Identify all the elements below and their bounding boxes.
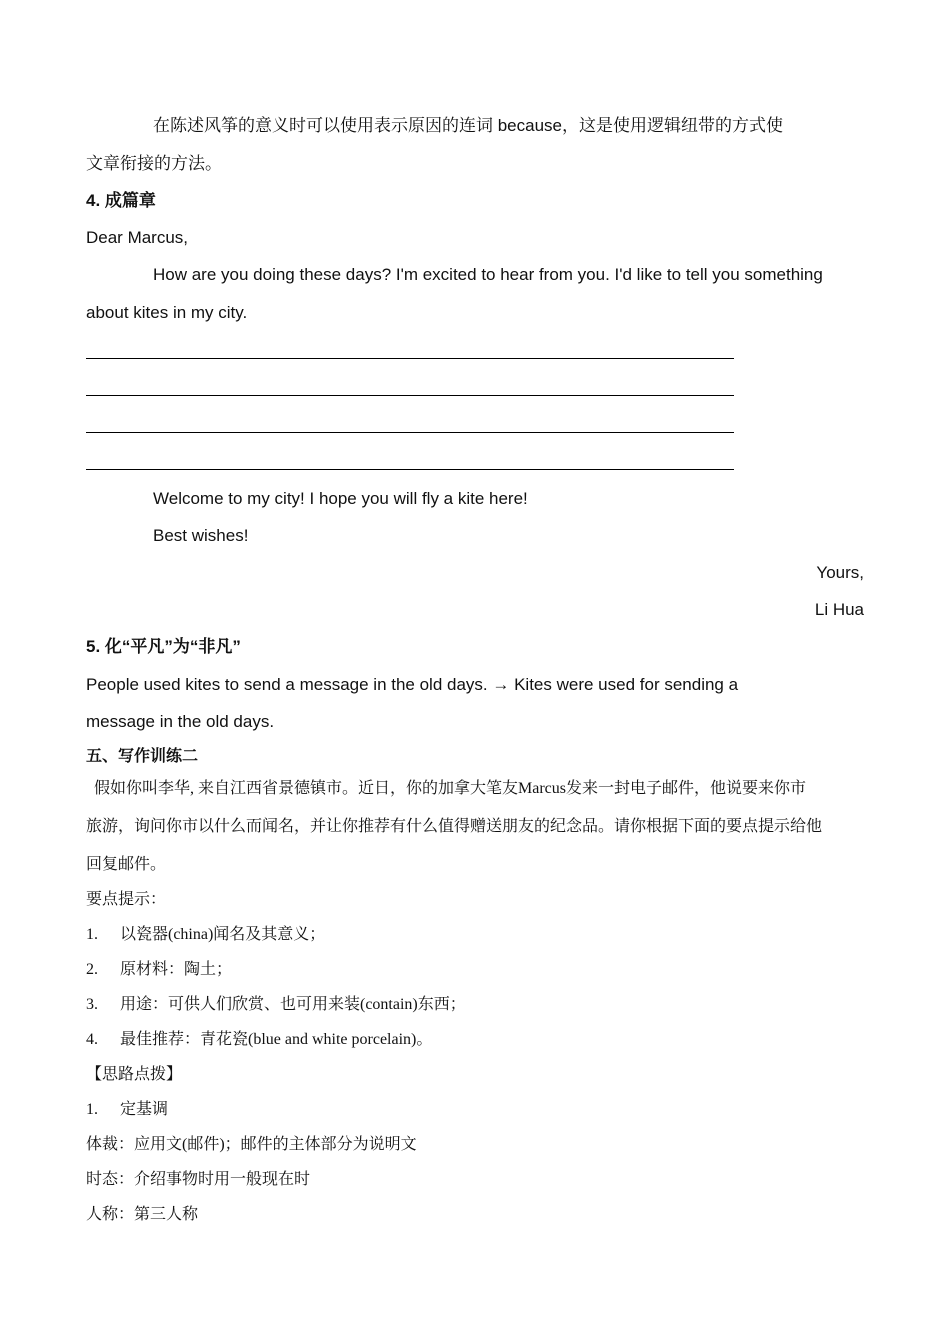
intro-line-2: 文章衔接的方法。: [86, 154, 222, 173]
writing-blank-line[interactable]: [86, 395, 734, 396]
step-text: 定基调: [120, 1101, 169, 1118]
letter-signature-name: Li Hua: [814, 600, 864, 619]
section-5-heading: 5. 化“平凡”为“非凡”: [86, 637, 241, 656]
letter-body-line-1: How are you doing these days? I'm excited to hear from you. I'd like to tell you something: [153, 265, 823, 284]
point-item: [86, 993, 466, 1017]
training-heading: 五、写作训练二: [86, 748, 199, 765]
point-number: 1.: [86, 926, 98, 943]
step-item: [86, 1098, 168, 1122]
prompt-line-1: 假如你叫李华, 来自江西省景德镇市。近日，你的加拿大笔友Marcus发来一封电子邮件，他说要来你市: [94, 780, 806, 797]
letter-body-line-2: about kites in my city.: [86, 303, 248, 322]
prompt-line-2: 旅游，询问你市以什么而闻名，并让你推荐有什么值得赠送朋友的纪念品。请你根据下面的要点提示给他: [86, 818, 823, 835]
letter-greeting: Dear Marcus,: [86, 228, 189, 247]
points-label: 要点提示：: [86, 891, 167, 908]
genre-line: 体裁：应用文(邮件)；邮件的主体部分为说明文: [86, 1136, 417, 1153]
step-number: 1.: [86, 1101, 98, 1118]
letter-signoff: Yours,: [816, 563, 864, 582]
tips-label: 【思路点拨】: [86, 1066, 183, 1083]
point-number: 2.: [86, 961, 98, 978]
prompt-line-3: 回复邮件。: [86, 856, 167, 873]
writing-blank-line[interactable]: [86, 358, 734, 359]
section-4-heading: 4. 成篇章: [86, 191, 156, 210]
point-item: [86, 958, 232, 982]
writing-blank-line[interactable]: [86, 432, 734, 433]
section-5-line-1: People used kites to send a message in the old days. → Kites were used for sending a: [86, 675, 739, 694]
letter-closing-line-2: Best wishes!: [153, 526, 249, 545]
writing-blank-line[interactable]: [86, 469, 734, 470]
letter-closing-line-1: Welcome to my city! I hope you will fly a kite here!: [153, 489, 528, 508]
person-line: 人称：第三人称: [86, 1206, 199, 1223]
intro-line-1: 在陈述风筝的意义时可以使用表示原因的连词 because，这是使用逻辑纽带的方式使: [153, 116, 783, 135]
point-text: 原材料：陶土；: [120, 961, 233, 978]
section-5-line-2: message in the old days.: [86, 712, 275, 731]
point-text: 最佳推荐：青花瓷(blue and white porcelain)。: [120, 1031, 433, 1048]
point-item: [86, 1028, 432, 1052]
point-text: 用途：可供人们欣赏、也可用来装(contain)东西；: [120, 996, 466, 1013]
point-text: 以瓷器(china)闻名及其意义；: [120, 926, 326, 943]
tense-line: 时态：介绍事物时用一般现在时: [86, 1171, 311, 1188]
point-number: 3.: [86, 996, 98, 1013]
point-item: [86, 923, 325, 947]
point-number: 4.: [86, 1031, 98, 1048]
